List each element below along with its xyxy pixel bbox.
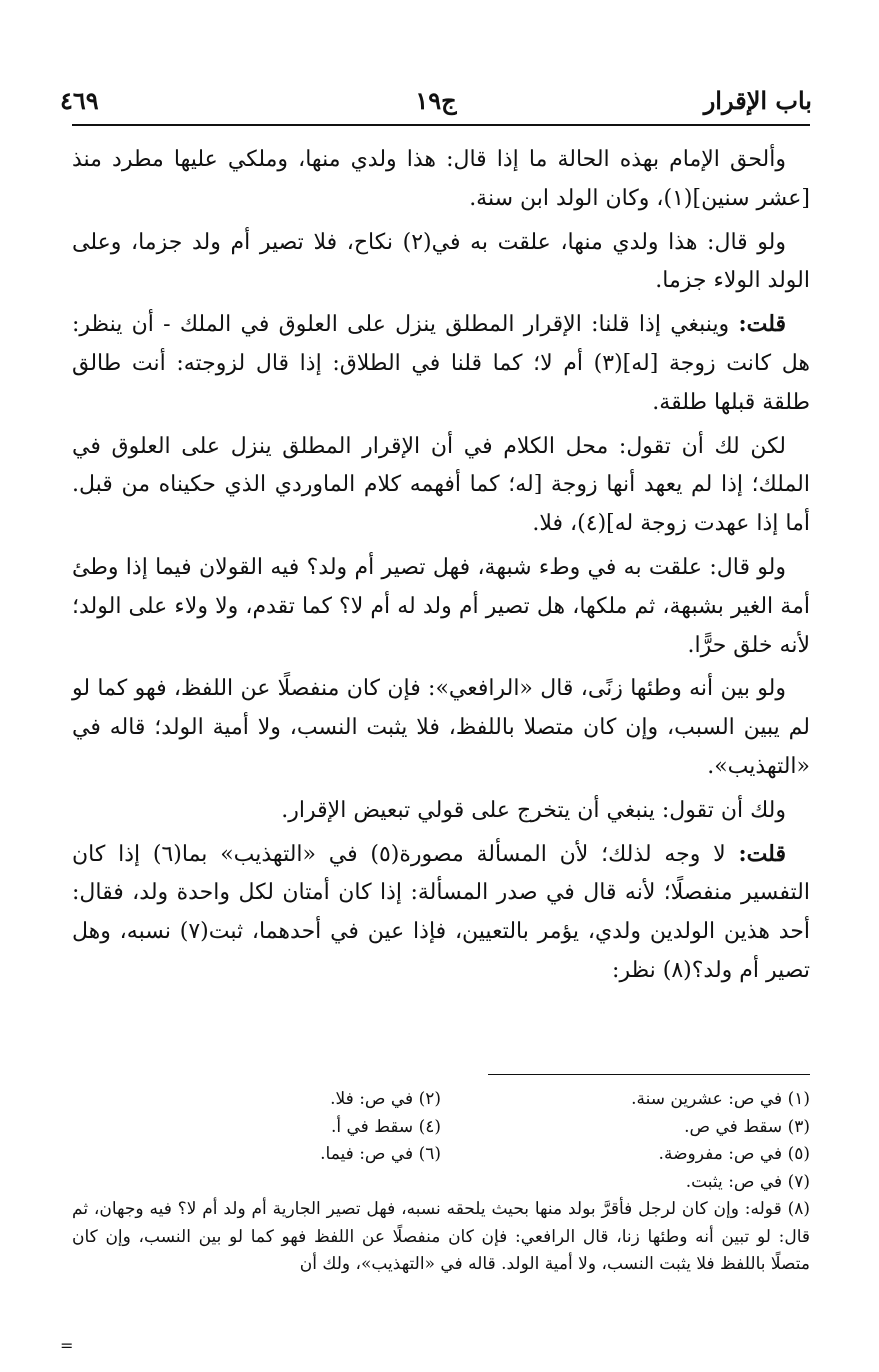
header-divider: [72, 124, 810, 126]
paragraph: ولو قال: علقت به في وطء شبهة، فهل تصير أم ولد؟ فيه القولان فيما إذا وطئ أمة الغير بشبهة، ثم ملكها، هل تصير أم ولد له أم لا؟ كما تقدم، ولا ولاء على الولد؛ لأنه خلق حرًّا.: [72, 554, 810, 658]
footnote: (٣) سقط في ص.: [684, 1116, 810, 1137]
paragraph: قلت: لا وجه لذلك؛ لأن المسألة مصورة(٥) في «التهذيب» بما(٦) إذا كان التفسير منفصلًا؛ لأنه قال في صدر المسألة: إذا كان أمتان لكل واحدة ولد، فقال: أحد هذين الولدين ولدي، يؤمر بالتعيين، فإذا عين في أحدهما، ثبت(٧) نسبه، وهل تصير أم ولد؟(٨) نظر:: [72, 840, 810, 983]
footnote: (٦) في ص: فيما.: [320, 1144, 441, 1164]
footnote: (٨) قوله: وإن كان لرجل فأقرَّ بولد منها بحيث يلحقه نسبه، فهل تصير الجارية أم ولد أم لا؟ فيه وجهان، ثم قال: لو تبين أنه وطئها زنا، قال الرافعي: فإن كان منفصلًا عن اللفظ فهو كما لو بين النسب، وإن كان متصلًا باللفظ فلا يثبت النسب، ولا أمية الولد. قاله في «التهذيب»، ولك أن: [72, 1199, 810, 1274]
footnote: (٧) في ص: يثبت.: [685, 1171, 810, 1192]
main-text: [72, 140, 810, 995]
paragraph: لكن لك أن تقول: محل الكلام في أن الإقرار المطلق ينزل على العلوق في الملك؛ إذا لم يعهد أنها زوجة [له؛ كما أفهمه كلام الماوردي الذي حكيناه من قبل. أما إذا عهدت زوجة له](٤)، فلا.: [72, 433, 810, 537]
paragraph: قلت: وينبغي إذا قلنا: الإقرار المطلق ينزل على العلوق في الملك - أن ينظر: هل كانت زوجة [له](٣) أم لا؛ كما قلنا في الطلاق: إذا قال لزوجته: أنت طالق طلقة قبلها طلقة.: [72, 311, 810, 415]
paragraph: ولو قال: هذا ولدي منها، علقت به في(٢) نكاح، فلا تصير أم ولد جزما، وعلى الولد الولاء جزما.: [72, 229, 810, 294]
qult-label: قلت:: [738, 840, 786, 867]
paragraph: ولو بين أنه وطئها زنًى، قال «الرافعي»: فإن كان منفصلًا عن اللفظ، فهو كما لو لم يبين السبب، وإن كان متصلا باللفظ، فلا يثبت النسب، ولا أمية الولد؛ قاله في «التهذيب».: [72, 676, 810, 779]
footnote: (٢) في ص: فلا.: [330, 1089, 441, 1109]
chapter-title: باب الإقرار: [703, 86, 812, 115]
volume-number: ج١٩: [415, 86, 457, 115]
footnotes: [72, 1086, 810, 1279]
running-header: [60, 82, 812, 122]
footnote: (٤) سقط في أ.: [330, 1116, 441, 1137]
footnote-divider: [488, 1074, 810, 1075]
paragraph: ولك أن تقول: ينبغي أن يتخرج على قولي تبعيض الإقرار.: [281, 797, 786, 823]
page-number: ٤٦٩: [60, 86, 99, 115]
footnote: (١) في ص: عشرين سنة.: [631, 1089, 810, 1109]
qult-label: قلت:: [738, 311, 786, 338]
paragraph: وألحق الإمام بهذه الحالة ما إذا قال: هذا ولدي منها، وملكي عليها مطرد منذ [عشر سنين](١)، وكان الولد ابن سنة.: [72, 147, 810, 211]
continuation-mark: =: [60, 1336, 74, 1355]
footnote: (٥) في ص: مفروضة.: [658, 1144, 810, 1164]
